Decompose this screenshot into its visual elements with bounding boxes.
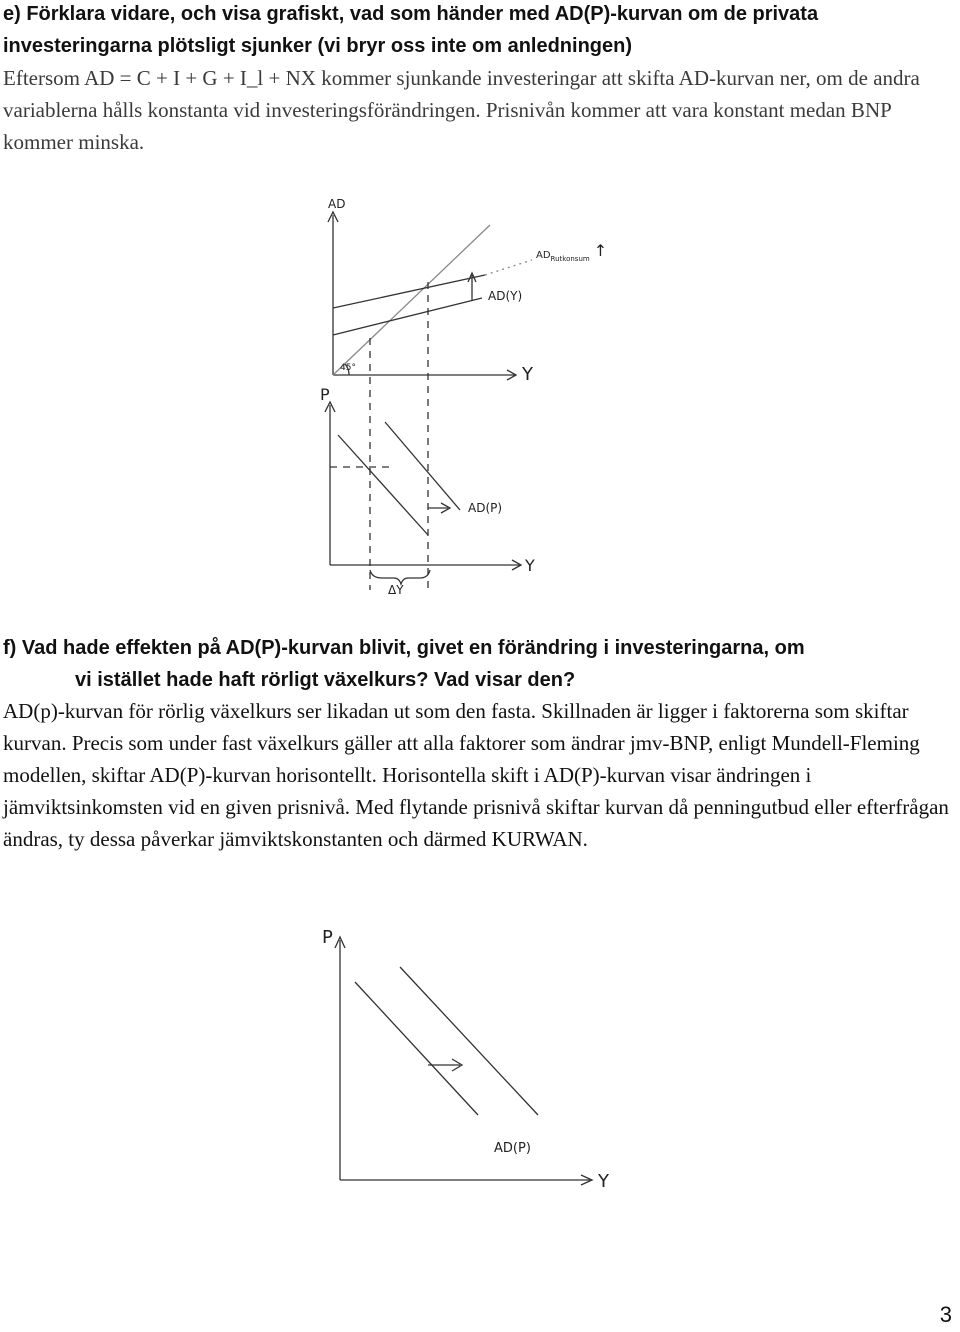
f-adp-curve-label: AD(P) [494,1141,531,1156]
question-f-heading-line2: vi istället hade haft rörligt växelkurs? Vad visar den? [75,669,576,691]
top-y-axis-label: AD [328,197,346,211]
answer-f-text: AD(p)-kurvan för rörlig växelkurs ser likadan ut som den fasta. Skillnaden är ligger i faktorerna som skiftar kurvan. Precis som under fast växelkurs gäller att alla faktorer som ändrar jmv-BNP, enligt Mundell-Fleming modellen, skiftar AD(P)-kurvan horisontellt. Horisontella skift i AD(P)-kurvan visar ändringen i jämviktsinkomsten vid en given prisnivå. Med flytande prisnivå skiftar kurvan då penningutbud eller efterfrågan ändras, ty dessa påverkar jämviktskonstanten och därmed KURWAN. [3,699,949,851]
f-adp-curve-left [355,982,478,1115]
adp-curve-left [338,435,428,535]
answer-e-text: Eftersom AD = C + I + G + I_l + NX kommer sjunkande investeringar att skifta AD-kurvan ner, om de andra variablerna hålls konstanta vid investeringsförändringen. Prisnivån kommer att vara konstant medan BNP kommer minska. [3,66,920,154]
bottom-y-axis-label: P [320,385,330,404]
adp-curve-right [385,422,460,510]
question-f-heading [3,632,903,696]
forty-five-degree-line [333,225,490,375]
sketch-e-diagram [300,190,640,610]
delta-y-brace [370,570,430,584]
question-e-heading: e) Förklara vidare, och visa grafiskt, vad som händer med AD(P)-kurvan om de privata investeringarna plötsligt sjunker (vi bryr oss inte om anledningen) [3,3,819,57]
adp-curve-label: AD(P) [468,501,503,515]
top-x-axis-label: Y [522,364,533,385]
f-adp-curve-right [400,967,538,1115]
ad-curve-upper-extension [485,260,532,275]
ad-upper-label: $AD_{Rutkonsum}$ ↑ [536,241,608,263]
bottom-x-axis-label: Y [525,556,535,575]
forty-five-degree-label: 45° [340,363,356,373]
f-x-axis-label: Y [598,1171,609,1192]
page-number: 3 [939,1302,952,1327]
f-y-axis-label: P [322,927,333,948]
question-f-heading-line1: f) Vad hade effekten på AD(P)-kurvan blivit, givet en förändring i investeringarna, om [3,637,805,659]
ad-lower-label: AD(Y) [488,289,523,303]
delta-y-label: ΔY [388,583,404,597]
sketch-f-diagram [300,915,640,1205]
